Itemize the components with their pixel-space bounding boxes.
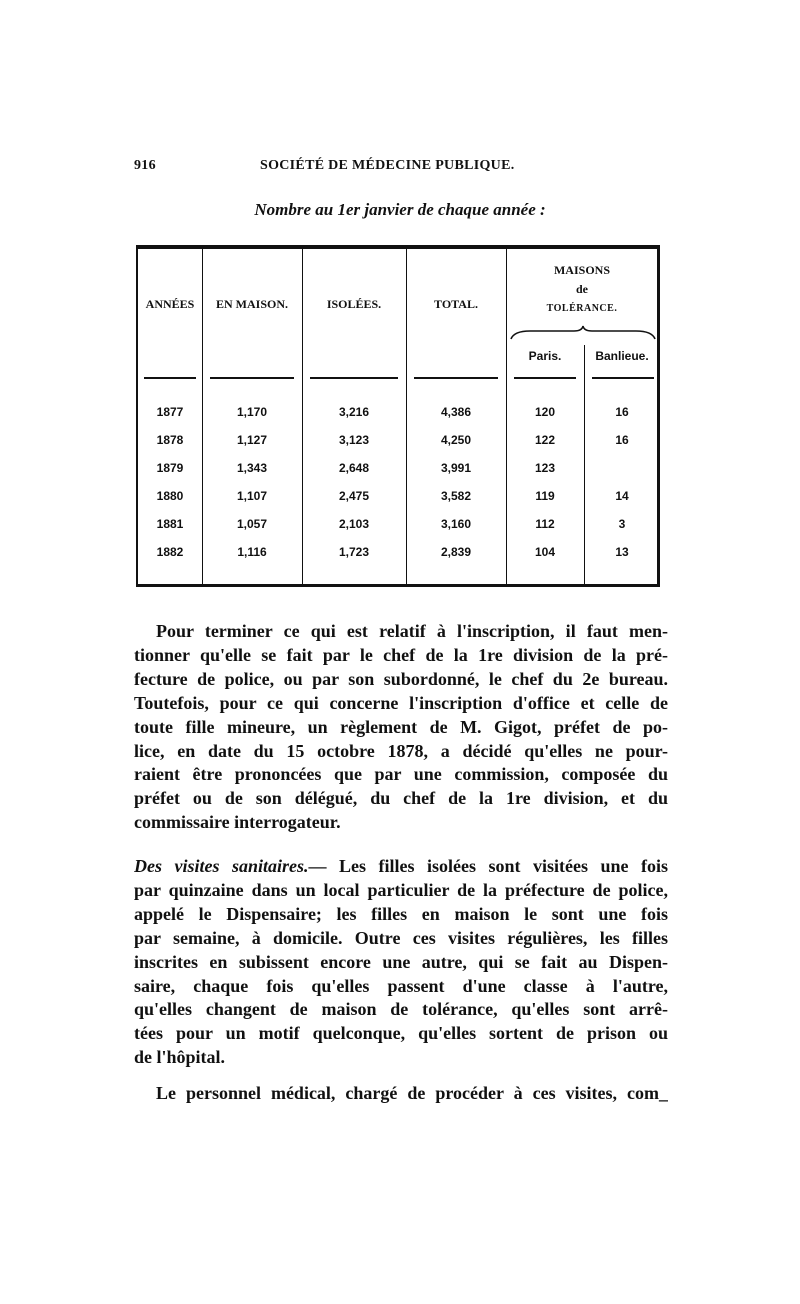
- text-line: préfet ou de son délégué, du chef de la 1re division, et du: [134, 788, 668, 809]
- cell-en-maison: 1,116: [237, 545, 267, 559]
- paragraph-personnel-medical: [134, 1082, 668, 1106]
- cell-annee: 1879: [156, 461, 184, 475]
- text-line: Toutefois, pour ce qui concerne l'inscription d'office et celle de: [134, 692, 668, 713]
- text-line: toute fille mineure, un règlement de M. Gigot, préfet de po-: [134, 716, 668, 737]
- page-number: 916: [134, 158, 156, 173]
- text-line: Pour terminer ce qui est relatif à l'inscription, il faut men-: [156, 621, 668, 641]
- text-line: inscrites en subissent encore une autre, qui se fait au Dispen-: [134, 951, 668, 972]
- text-line-with-heading: [134, 855, 668, 879]
- cell-isolees: 3,123: [338, 433, 370, 447]
- rule: [310, 377, 398, 379]
- cell-annee: 1882: [156, 545, 184, 559]
- statistics-table: [136, 245, 660, 587]
- cell-paris: 119: [535, 489, 555, 503]
- cell-en-maison: 1,107: [236, 489, 268, 503]
- cell-isolees: 3,216: [338, 405, 370, 419]
- header-total: TOTAL.: [434, 297, 478, 311]
- cell-annee: 1880: [156, 489, 184, 503]
- cell-en-maison: 1,057: [236, 517, 268, 531]
- paragraph-visites-sanitaires: [134, 855, 668, 1070]
- header-de: de: [576, 282, 588, 296]
- text-line: appelé le Dispensaire; les filles en maison le sont une fois: [134, 903, 668, 924]
- text-line: par semaine, à domicile. Outre ces visites régulières, les filles: [134, 927, 668, 948]
- cell-isolees: 2,103: [338, 517, 370, 531]
- text-line: Le personnel médical, chargé de procéder à ces visites, com_: [156, 1083, 668, 1103]
- cell-isolees: 2,475: [338, 489, 370, 503]
- cell-banlieue: 16: [615, 433, 629, 447]
- cell-annee: 1878: [156, 433, 184, 447]
- cell-paris: 112: [535, 517, 555, 531]
- section-heading: Des visites sanitaires.: [134, 856, 309, 876]
- text-line: qu'elles changent de maison de tolérance, qu'elles sont arrê-: [134, 999, 668, 1020]
- cell-total: 4,250: [440, 433, 472, 447]
- cell-banlieue: 13: [615, 545, 629, 559]
- text-line: — Les filles isolées sont visitées une fois: [308, 856, 668, 876]
- text-line: raient être prononcées que par une commission, composée du: [134, 764, 668, 785]
- header-en-maison: EN MAISON.: [215, 297, 288, 311]
- header-annees: ANNÉES: [145, 297, 195, 311]
- running-title: SOCIÉTÉ DE MÉDECINE PUBLIQUE.: [260, 158, 515, 173]
- text-line: tionner qu'elle se fait par le chef de la 1re division de la pré-: [134, 644, 668, 665]
- cell-paris: 104: [534, 545, 556, 559]
- cell-banlieue: 16: [615, 405, 629, 419]
- cell-en-maison: 1,343: [236, 461, 268, 475]
- text-line: lice, en date du 15 octobre 1878, a décidé qu'elles ne pour-: [134, 740, 668, 761]
- cell-paris: 122: [534, 433, 556, 447]
- cell-total: 3,991: [440, 461, 472, 475]
- text-line: saire, chaque fois qu'elles passent d'une classe à l'autre,: [134, 975, 668, 996]
- cell-total: 4,386: [440, 405, 472, 419]
- cell-isolees: 1,723: [338, 545, 370, 559]
- cell-en-maison: 1,170: [236, 405, 268, 419]
- text-line: de l'hôpital.: [134, 1047, 226, 1068]
- cell-total: 3,582: [440, 489, 472, 503]
- cell-annee: 1877: [156, 405, 184, 419]
- rule: [210, 377, 294, 379]
- header-tolerance: TOLÉRANCE.: [546, 303, 618, 314]
- rule: [592, 377, 654, 379]
- text-line: commissaire interrogateur.: [134, 812, 341, 833]
- cell-total: 2,839: [440, 545, 472, 559]
- cell-paris: 120: [534, 405, 556, 419]
- cell-banlieue: 3: [618, 517, 626, 531]
- brace-icon: [510, 325, 656, 341]
- rule: [414, 377, 498, 379]
- paragraph-inscription: [134, 620, 668, 835]
- table-caption: Nombre au 1er janvier de chaque année :: [254, 200, 546, 219]
- text-line: tées pour un motif quelconque, qu'elles sortent de prison ou: [134, 1023, 668, 1044]
- rule: [144, 377, 196, 379]
- header-isolees: ISOLÉES.: [326, 297, 382, 311]
- header-maisons: MAISONS: [553, 263, 610, 277]
- rule: [514, 377, 576, 379]
- cell-total: 3,160: [440, 517, 472, 531]
- cell-isolees: 2,648: [338, 461, 370, 475]
- cell-en-maison: 1,127: [236, 433, 268, 447]
- header-banlieue: Banlieue.: [595, 349, 649, 363]
- header-paris: Paris.: [528, 349, 562, 363]
- text-line: fecture de police, ou par son subordonné, le chef du 2e bureau.: [134, 668, 668, 689]
- text-line: par quinzaine dans un local particulier de la préfecture de police,: [134, 879, 668, 900]
- cell-banlieue: 14: [615, 489, 629, 503]
- cell-annee: 1881: [156, 517, 184, 531]
- cell-paris: 123: [534, 461, 556, 475]
- header-maisons-de-tolerance: [506, 261, 658, 318]
